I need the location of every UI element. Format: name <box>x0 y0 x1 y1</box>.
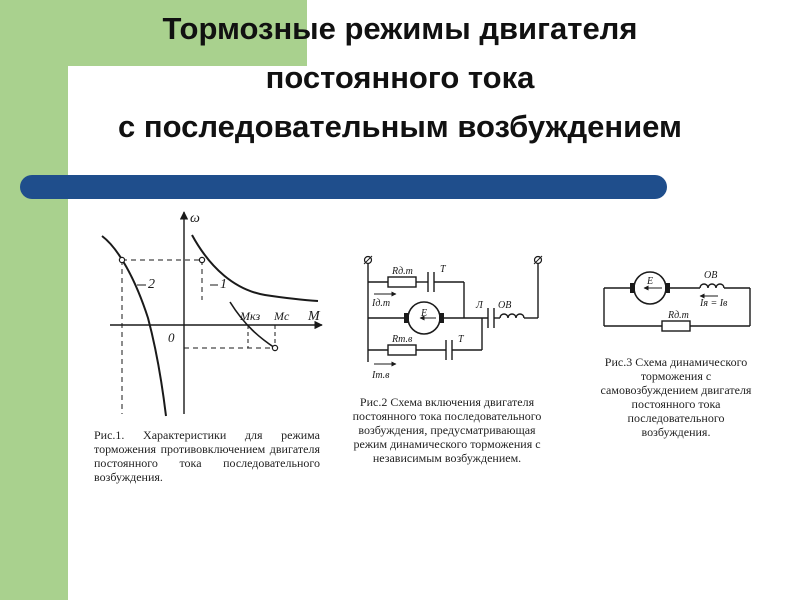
figure-2-caption-text: Схема включения двигателя постоянного тока последовательного возбуждения, предусматривающая режим динамического торможения с независимым возбуждением. <box>352 395 542 465</box>
figure-2-circuit <box>348 250 550 390</box>
label-ob: ОВ <box>498 300 512 311</box>
point-b <box>199 257 204 262</box>
brush-right <box>439 313 444 323</box>
title-line-2: постоянного тока <box>265 60 535 95</box>
brush-left <box>630 283 635 293</box>
label-omega: ω <box>190 211 200 226</box>
label-t-bottom: Т <box>458 334 464 345</box>
title-line-3: с последовательным возбуждением <box>118 109 682 144</box>
resistor <box>662 321 690 331</box>
figure-3-caption-label: Рис.3 <box>604 355 633 369</box>
label-mkz: Mкз <box>240 309 261 323</box>
point-c <box>272 345 277 350</box>
label-curve-1: 1 <box>220 277 227 292</box>
label-ob: ОВ <box>704 270 718 281</box>
brush-right <box>665 283 670 293</box>
label-i-bottom: Iт.в <box>372 370 390 381</box>
point-a <box>119 257 124 262</box>
brush-left <box>404 313 409 323</box>
figure-1-caption-text: Характеристики для режима торможения противовключением двигателя постоянного тока последовательного возбуждения. <box>94 428 321 484</box>
figure-3-caption <box>598 355 754 439</box>
field-winding-ob <box>700 284 724 288</box>
curve-2 <box>102 236 166 416</box>
label-origin: 0 <box>168 330 175 345</box>
label-m: M <box>308 309 320 324</box>
label-current: Iя = Iв <box>700 298 728 309</box>
figure-1-caption <box>94 428 320 484</box>
curve-1 <box>192 235 318 301</box>
label-r: Rд.т <box>668 310 689 321</box>
label-i-top: Iд.т <box>372 298 391 309</box>
label-r-top: Rд.т <box>392 266 413 277</box>
label-t-top: Т <box>440 264 446 275</box>
figure-2-caption <box>352 395 542 465</box>
label-motor: E <box>647 276 654 287</box>
resistor-bottom <box>388 345 416 355</box>
field-winding-ob <box>500 314 524 318</box>
figure-2-caption-label: Рис.2 <box>359 395 388 409</box>
figure-3-circuit <box>596 262 758 340</box>
label-r-bottom: Rт.в <box>392 334 413 345</box>
resistor-top <box>388 277 416 287</box>
figure-1-characteristics <box>90 208 330 420</box>
slide-title <box>0 4 800 151</box>
title-line-1: Тормозные режимы двигателя <box>162 11 638 46</box>
label-motor: E <box>421 308 428 319</box>
label-curve-2: 2 <box>148 277 155 292</box>
figure-1-caption-label: Рис.1. <box>94 428 125 442</box>
label-mc: Mс <box>274 309 290 323</box>
figure-3-caption-text: Схема динамического торможения с самовозбуждением двигателя постоянного тока последовательного возбуждения. <box>600 355 752 439</box>
label-l: Л <box>476 300 483 311</box>
title-divider-bar <box>20 175 667 199</box>
